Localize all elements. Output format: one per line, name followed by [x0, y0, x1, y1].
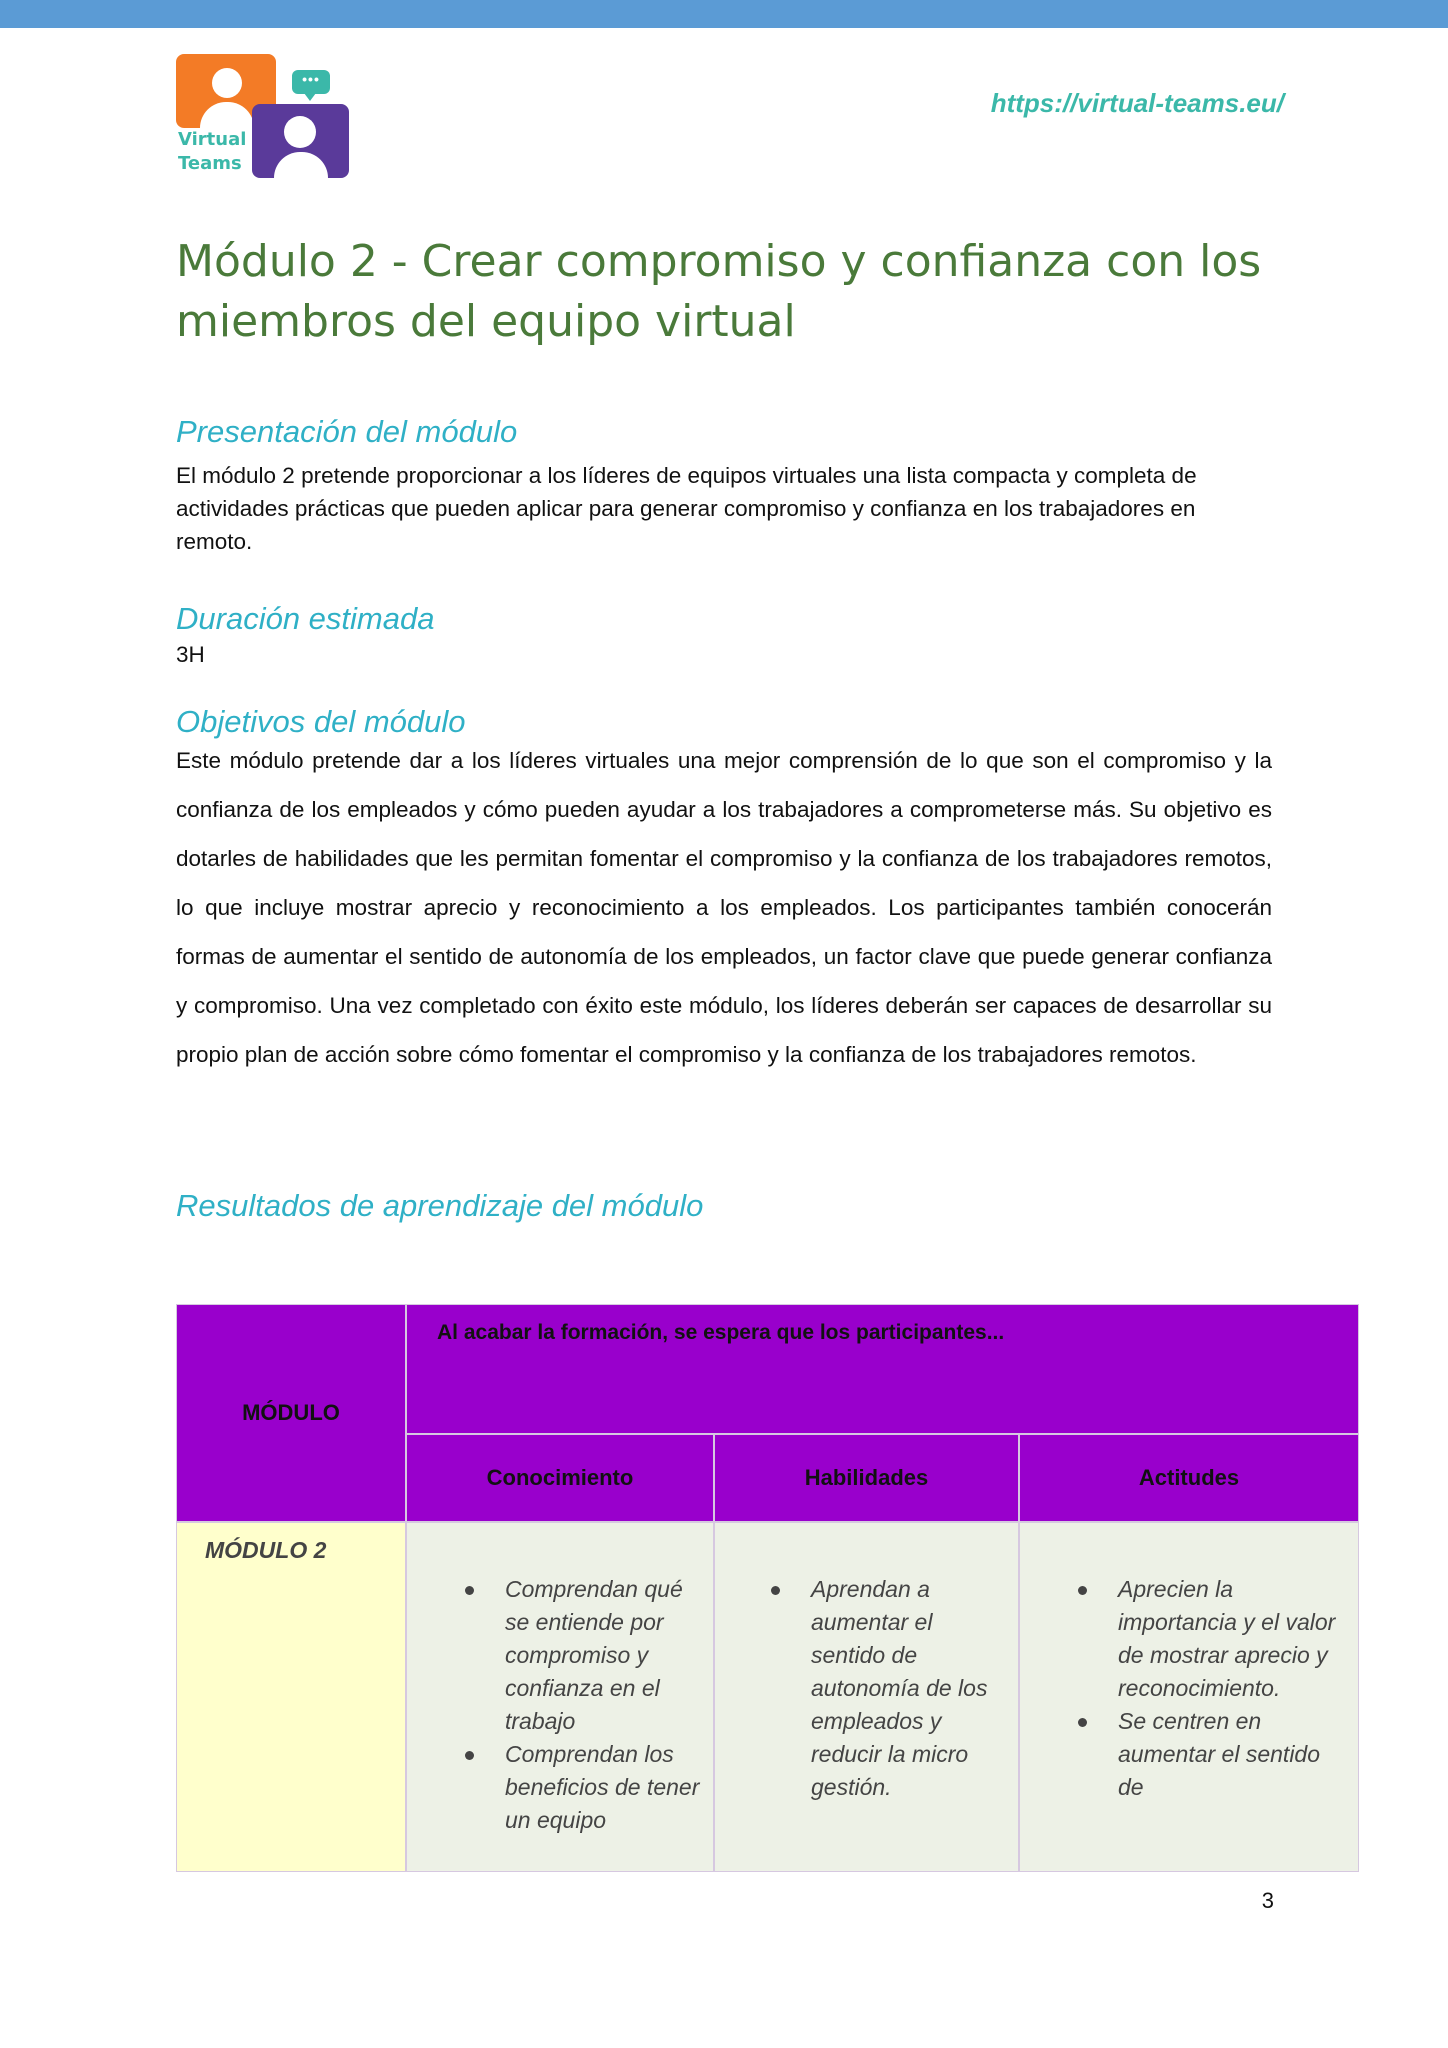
logo-text [178, 128, 258, 176]
presentation-text: El módulo 2 pretende proporcionar a los líderes de equipos virtuales una lista compacta y completa de actividades prácticas que pueden aplicar para generar compromiso y confianza en los trabajadores en remoto. [176, 463, 1197, 554]
skills-list [769, 1573, 1009, 1804]
duration-value: 3H [176, 642, 205, 667]
list-item: Comprendan los beneficios de tener un equipo [463, 1738, 703, 1837]
table-cell-attitudes [1019, 1522, 1359, 1872]
bullet-icon [771, 1586, 780, 1595]
logo-person-purple-icon [252, 104, 349, 178]
bullet-icon [1078, 1586, 1087, 1595]
list-item: Comprendan qué se entiende por compromiso y confianza en el trabajo [463, 1573, 703, 1738]
list-item: Aprecien la importancia y el valor de mostrar aprecio y reconocimiento. [1076, 1573, 1346, 1705]
results-heading: Resultados de aprendizaje del módulo [176, 1188, 704, 1223]
page-number: 3 [1261, 1888, 1274, 1913]
presentation-heading: Presentación del módulo [176, 414, 518, 449]
knowledge-list [463, 1573, 703, 1837]
virtual-teams-logo [176, 52, 356, 182]
table-header-knowledge: Conocimiento [406, 1434, 714, 1522]
objectives-heading: Objetivos del módulo [176, 704, 466, 739]
list-item: Aprendan a aumentar el sentido de autonomía de los empleados y reducir la micro gestión. [769, 1573, 1009, 1804]
table-header-attitudes: Actitudes [1019, 1434, 1359, 1522]
table-header-span: Al acabar la formación, se espera que los participantes... [406, 1304, 1359, 1434]
bullet-icon [465, 1586, 474, 1595]
attitudes-list [1076, 1573, 1346, 1804]
logo-line-1: Virtual [178, 129, 247, 150]
table-cell-knowledge [406, 1522, 714, 1872]
duration-heading: Duración estimada [176, 601, 435, 636]
page-title: Módulo 2 - Crear compromiso y confianza con los miembros del equipo virtual [176, 236, 1262, 347]
learning-outcomes-table [176, 1304, 1359, 1872]
table-row-label: MÓDULO 2 [176, 1522, 406, 1872]
bullet-icon [1078, 1718, 1087, 1727]
logo-line-2: Teams [178, 153, 242, 174]
table-header-modulo: MÓDULO [176, 1304, 406, 1522]
table-cell-skills [714, 1522, 1019, 1872]
objectives-text: Este módulo pretende dar a los líderes virtuales una mejor comprensión de lo que son el compromiso y la confianza de los empleados y cómo pueden ayudar a los trabajadores a comprometerse más. Su objetivo es dotarles de habilidades que les permitan fomentar el compromiso y la confianza de los trabajadores remotos, lo que incluye mostrar aprecio y reconocimiento a los empleados. Los participantes también conocerán formas de aumentar el sentido de autonomía de los empleados, un factor clave que puede generar confianza y compromiso. Una vez completado con éxito este módulo, los líderes deberán ser capaces de desarrollar su propio plan de acción sobre cómo fomentar el compromiso y la confianza de los trabajadores remotos. [176, 748, 1272, 1067]
bullet-icon [465, 1751, 474, 1760]
top-accent-bar [0, 0, 1448, 28]
site-url-link[interactable]: https://virtual-teams.eu/ [990, 88, 1284, 118]
table-header-skills: Habilidades [714, 1434, 1019, 1522]
chat-bubble-icon: ••• [292, 70, 330, 94]
list-item: Se centren en aumentar el sentido de [1076, 1705, 1346, 1804]
